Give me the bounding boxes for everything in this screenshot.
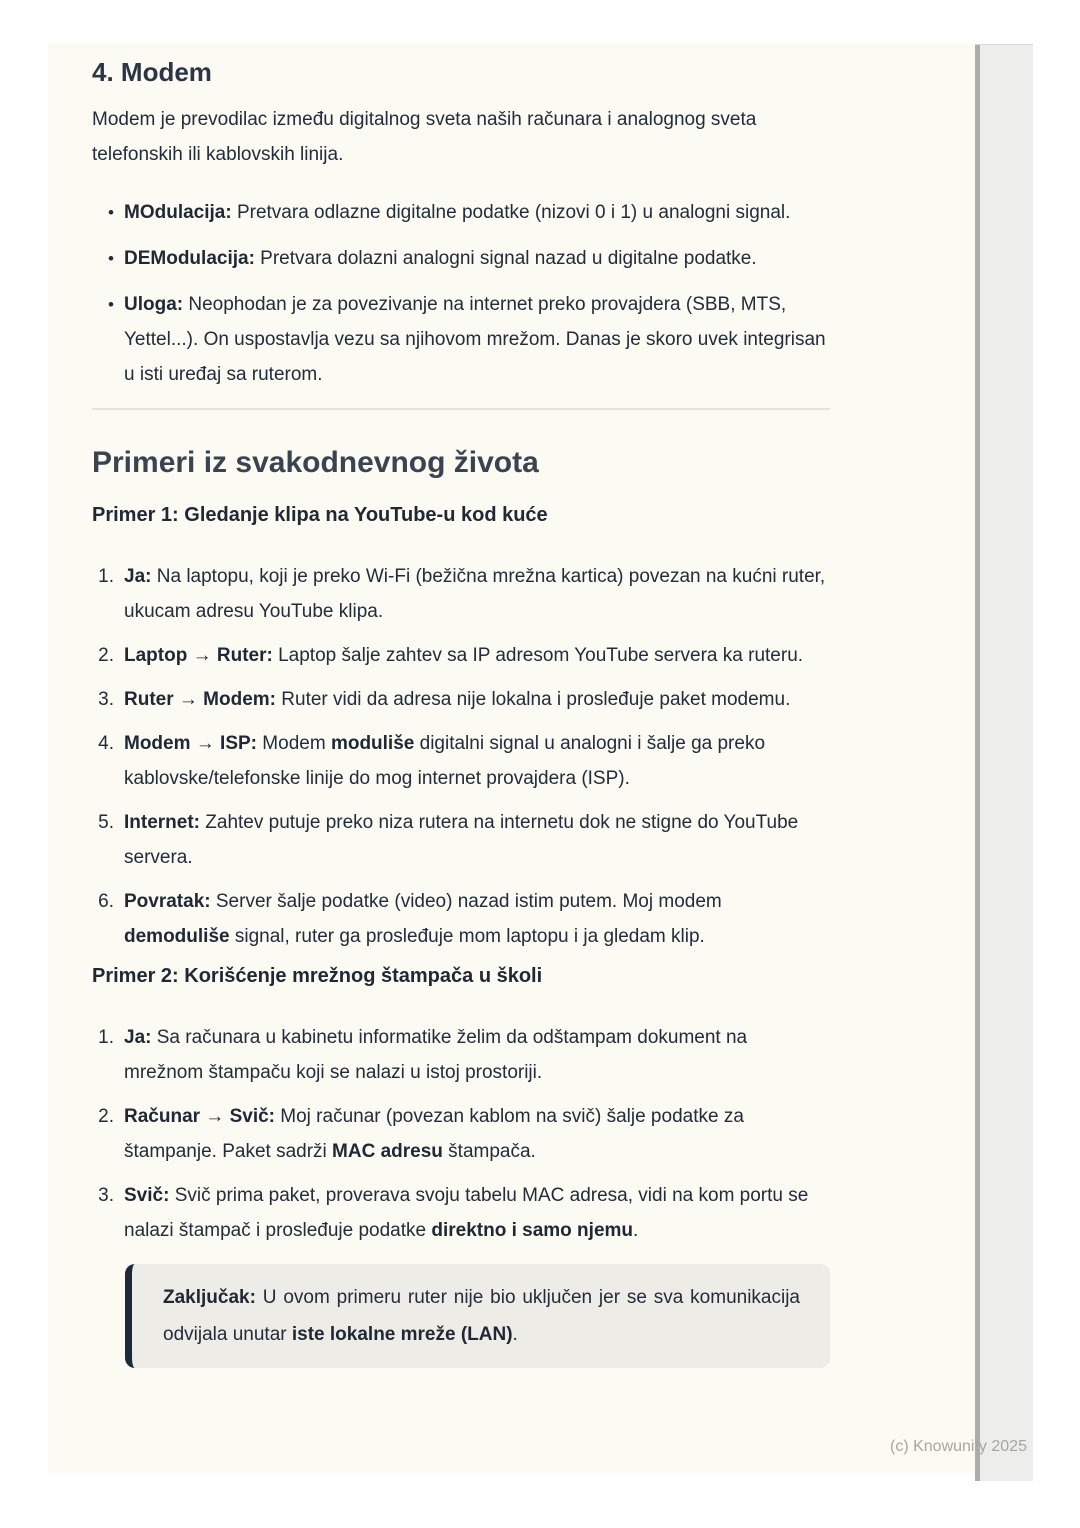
bold-text: DEModulacija: (124, 248, 255, 269)
list-item-text (124, 733, 765, 789)
list-item (92, 1020, 830, 1090)
list-marker: • (108, 295, 114, 314)
bold-text: direktno i samo njemu (431, 1220, 634, 1241)
text: Modem (257, 733, 331, 754)
text: Ruter vidi da adresa nije lokalna i prosleđuje paket modemu. (276, 689, 791, 710)
scrollbar-track[interactable] (975, 44, 1033, 1481)
bold-text: Svič: (124, 1185, 170, 1206)
example2-step-list (92, 1020, 830, 1248)
bold-text: MAC adresu (332, 1141, 443, 1162)
text: . (633, 1220, 639, 1241)
list-item (92, 559, 830, 629)
list-marker: 1. (98, 1027, 114, 1048)
list-item-text (124, 1185, 808, 1241)
section-divider (92, 408, 830, 410)
list-item (92, 195, 830, 230)
bold-text: Zaključak: (163, 1287, 256, 1308)
list-item (92, 805, 830, 875)
list-item-text (124, 891, 722, 947)
text: štampača. (442, 1141, 536, 1162)
bold-text: Računar → Svič: (124, 1106, 275, 1127)
list-marker: 2. (98, 1106, 114, 1127)
text: . (512, 1324, 518, 1345)
bold-text: Ruter → Modem: (124, 689, 276, 710)
list-item (92, 726, 830, 796)
conclusion-text (132, 1264, 830, 1368)
text: Svič prima paket, proverava svoju tabelu MAC adresa, vidi na kom portu se nalazi štampač i prosleđuje podatke (124, 1185, 809, 1241)
list-item-text (124, 1106, 744, 1162)
bold-text: iste lokalne mreže (LAN) (291, 1324, 513, 1345)
list-marker: 6. (98, 891, 114, 912)
bold-text: Uloga: (124, 294, 184, 315)
list-item-text (124, 566, 825, 622)
bold-text: demoduliše (124, 926, 230, 947)
list-marker: • (108, 203, 114, 222)
examples-section-title: Primeri iz svakodnevnog života (92, 446, 539, 479)
list-item-text (124, 202, 790, 223)
text: U ovom primeru ruter nije bio uključen jer se sva komunikacija odvijala unutar (163, 1287, 800, 1345)
list-item-text (124, 294, 826, 385)
text: Moj računar (povezan kablom na svič) šalje podatke za štampanje. Paket sadrži (124, 1106, 744, 1162)
list-item-text (124, 689, 790, 710)
list-marker: 1. (98, 566, 114, 587)
text: Laptop šalje zahtev sa IP adresom YouTube servera ka ruteru. (272, 645, 804, 666)
example1-step-list (92, 559, 830, 954)
list-marker: 4. (98, 733, 114, 754)
bold-text: Modem → ISP: (124, 733, 258, 754)
list-item-text (124, 645, 803, 666)
list-marker: 5. (98, 812, 114, 833)
bold-text: Laptop → Ruter: (124, 645, 273, 666)
list-marker: 3. (98, 1185, 114, 1206)
list-marker: 3. (98, 689, 114, 710)
copyright-watermark: (c) Knowunity 2025 (890, 1438, 1027, 1455)
list-item-text (124, 248, 757, 269)
list-item (92, 1099, 830, 1169)
modem-intro-paragraph: Modem je prevodilac između digitalnog sveta naših računara i analognog sveta telefonskih ili kablovskih linija. (92, 109, 757, 165)
text: signal, ruter ga prosleđuje mom laptopu i ja gledam klip. (229, 926, 705, 947)
list-marker: • (108, 249, 114, 268)
text: digitalni signal u analogni i šalje ga preko kablovske/telefonske linije do mog internet provajdera (ISP). (124, 733, 766, 789)
text: Pretvara dolazni analogni signal nazad u digitalne podatke. (254, 248, 757, 269)
list-item (92, 682, 830, 717)
modem-bullet-list (92, 195, 830, 392)
list-item (92, 241, 830, 276)
conclusion-callout (125, 1264, 830, 1368)
text: Sa računara u kabinetu informatike želim da odštampam dokument na mrežnom štampaču koji se nalazi u istoj prostoriji. (124, 1027, 748, 1083)
text: Zahtev putuje preko niza rutera na internetu dok ne stigne do YouTube servera. (124, 812, 799, 868)
example1-title: Primer 1: Gledanje klipa na YouTube-u kod kuće (92, 504, 548, 526)
text: Server šalje podatke (video) nazad istim putem. Moj modem (210, 891, 722, 912)
list-marker: 2. (98, 645, 114, 666)
list-item (92, 638, 830, 673)
text: Neophodan je za povezivanje na internet preko provajdera (SBB, MTS, Yettel...). On uspostavlja vezu sa njihovom mrežom. Danas je skoro uvek integrisan u isti uređaj sa ruterom. (124, 294, 826, 385)
list-item-text (124, 1027, 747, 1083)
bold-text: Ja: (124, 1027, 152, 1048)
bold-text: Internet: (124, 812, 200, 833)
list-item (92, 884, 830, 954)
document-page (48, 44, 975, 1473)
list-item (92, 287, 830, 392)
bold-text: MOdulacija: (124, 202, 232, 223)
list-item (92, 1178, 830, 1248)
text: Na laptopu, koji je preko Wi-Fi (bežična mrežna kartica) povezan na kućni ruter, ukucam adresu YouTube klipa. (124, 566, 826, 622)
list-item-text (124, 812, 798, 868)
bold-text: moduliše (330, 733, 415, 754)
example2-title: Primer 2: Korišćenje mrežnog štampača u školi (92, 965, 543, 987)
bold-text: Ja: (124, 566, 152, 587)
section-title-modem: 4. Modem (92, 57, 212, 87)
text: Pretvara odlazne digitalne podatke (nizovi 0 i 1) u analogni signal. (231, 202, 791, 223)
scrollbar-thumb[interactable] (975, 45, 980, 1481)
bold-text: Povratak: (124, 891, 211, 912)
